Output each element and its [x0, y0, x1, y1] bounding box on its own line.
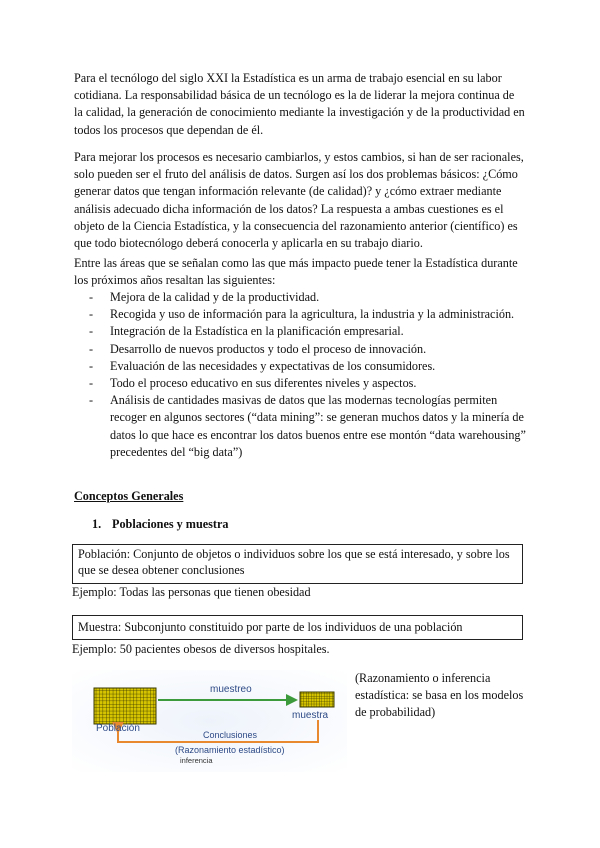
sampling-diagram	[72, 670, 347, 772]
areas-list	[86, 289, 526, 461]
list-item: - Desarrollo de nuevos productos y todo el proceso de innovación.	[86, 341, 526, 358]
list-item: - Integración de la Estadística en la planificación empresarial.	[86, 323, 526, 340]
conclusiones-label: Conclusiones	[203, 730, 258, 740]
subsection-title: Poblaciones y muestra	[112, 517, 229, 531]
intro-paragraph: Para el tecnólogo del siglo XXI la Estadística es un arma de trabajo esencial en su labor cotidiana. La responsabilidad básica de un tecnólogo es la de liderar la mejora continua de la calidad, la generación de conocimiento mediante la investigación y de la productividad en todos los procesos que dependan de él.	[74, 71, 525, 137]
list-item: - Evaluación de las necesidades y expectativas de los consumidores.	[86, 358, 526, 375]
poblacion-grid-icon	[94, 688, 156, 724]
list-item: - Análisis de cantidades masivas de datos que las modernas tecnologías permiten recoger en algunos sectores (“data mining”: se generan muchos datos y la minería de datos lo que hace es encontrar los datos buenos entre ese montón “data warehousing” precedentes del “big data”)	[86, 392, 526, 461]
inferencia-label: inferencia	[180, 756, 213, 765]
poblacion-example: Ejemplo: Todas las personas que tienen obesidad	[72, 585, 311, 599]
list-item: - Mejora de la calidad y de la productividad.	[86, 289, 526, 306]
poblacion-label: Población	[96, 723, 140, 734]
muestreo-label: muestreo	[210, 684, 252, 695]
razonamiento-label: (Razonamiento estadístico)	[175, 745, 285, 755]
subsection-heading	[92, 517, 228, 532]
inference-note: (Razonamiento o inferencia estadística: se basa en los modelos de probabilidad)	[355, 671, 524, 720]
list-item: - Recogida y uso de información para la agricultura, la industria y la administración.	[86, 306, 526, 323]
section-title: Conceptos Generales	[74, 489, 184, 503]
poblacion-definition-box: Población: Conjunto de objetos o individuos sobre los que se está interesado, y sobre los que se desea obtener conclusiones	[72, 544, 523, 584]
muestra-example: Ejemplo: 50 pacientes obesos de diversos hospitales.	[72, 642, 330, 656]
problems-paragraph: Para mejorar los procesos es necesario cambiarlos, y estos cambios, si han de ser racionales, solo pueden ser el fruto del análisis de datos. Surgen así los dos problemas básicos: ¿Cómo generar datos que tengan información relevante (de calidad)? y ¿cómo extraer mediante análisis adecuado dicha información de los datos? La respuesta a ambas cuestiones es el objeto de la Ciencia Estadística, y la consecuencia del razonamiento anterior (científico) es que todo biotecnólogo deberá conocerla y aplicarla en su trabajo diario.	[74, 150, 524, 251]
muestra-definition-box: Muestra: Subconjunto constituido por parte de los individuos de una población	[72, 615, 523, 640]
muestra-label: muestra	[292, 710, 329, 721]
muestra-grid-icon	[300, 692, 334, 707]
subsection-number: 1.	[92, 517, 102, 531]
areas-paragraph: Entre las áreas que se señalan como las que más impacto puede tener la Estadística durante los próximos años resaltan las siguientes:	[74, 256, 518, 288]
list-item: - Todo el proceso educativo en sus diferentes niveles y aspectos.	[86, 375, 526, 392]
